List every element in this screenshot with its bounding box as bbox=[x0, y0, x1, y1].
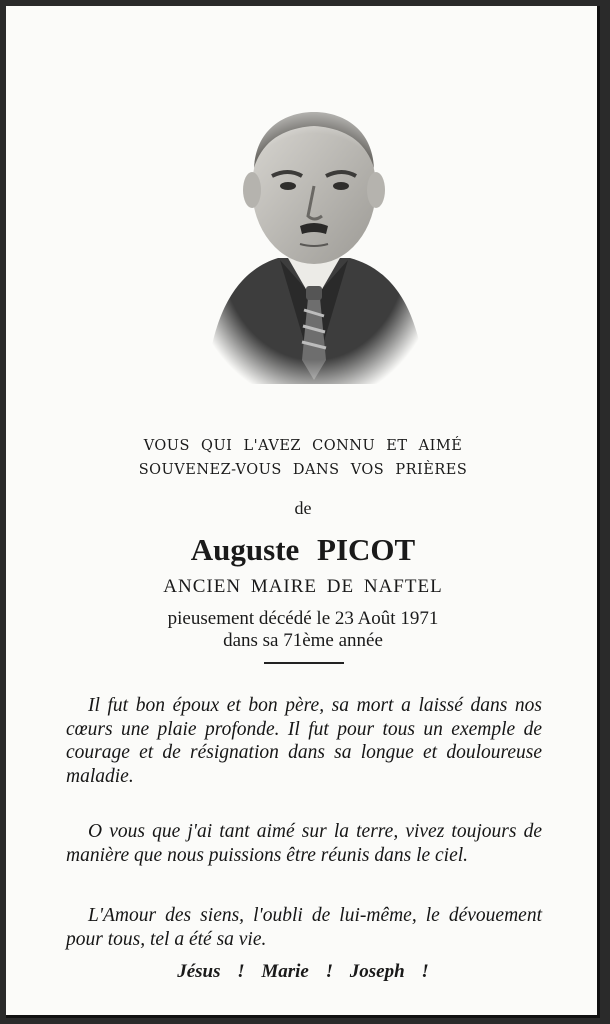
divider-rule bbox=[264, 662, 344, 664]
verse-paragraph-3: L'Amour des siens, l'oubli de lui-même, le dévouement pour tous, tel a été sa vie. bbox=[66, 905, 542, 950]
deceased-name: Auguste PICOT bbox=[190, 532, 416, 567]
verse-paragraph-2: O vous que j'ai tant aimé sur la terre, vivez toujours de manière que nous puissions être réunis dans le ciel. bbox=[66, 821, 542, 866]
memorial-card bbox=[6, 6, 600, 1018]
prayer-line-1: VOUS QUI L'AVEZ CONNU ET AIMÉ bbox=[143, 438, 463, 454]
closing-invocation: Jésus ! Marie ! Joseph ! bbox=[177, 961, 429, 982]
portrait-photo bbox=[196, 98, 432, 384]
de-word: de bbox=[294, 498, 312, 518]
deceased-title: ANCIEN MAIRE DE NAFTEL bbox=[163, 576, 443, 597]
prayer-line-2: SOUVENEZ-VOUS DANS VOS PRIÈRES bbox=[138, 462, 468, 478]
verse-paragraph-1: Il fut bon époux et bon père, sa mort a laissé dans nos cœurs une plaie profonde. Il fut pour tous un exemple de courage et de résignation dans sa longue et douloureuse maladie. bbox=[66, 695, 542, 787]
age-line: dans sa 71ème année bbox=[223, 630, 383, 651]
death-date-line: pieusement décédé le 23 Août 1971 bbox=[167, 608, 439, 629]
